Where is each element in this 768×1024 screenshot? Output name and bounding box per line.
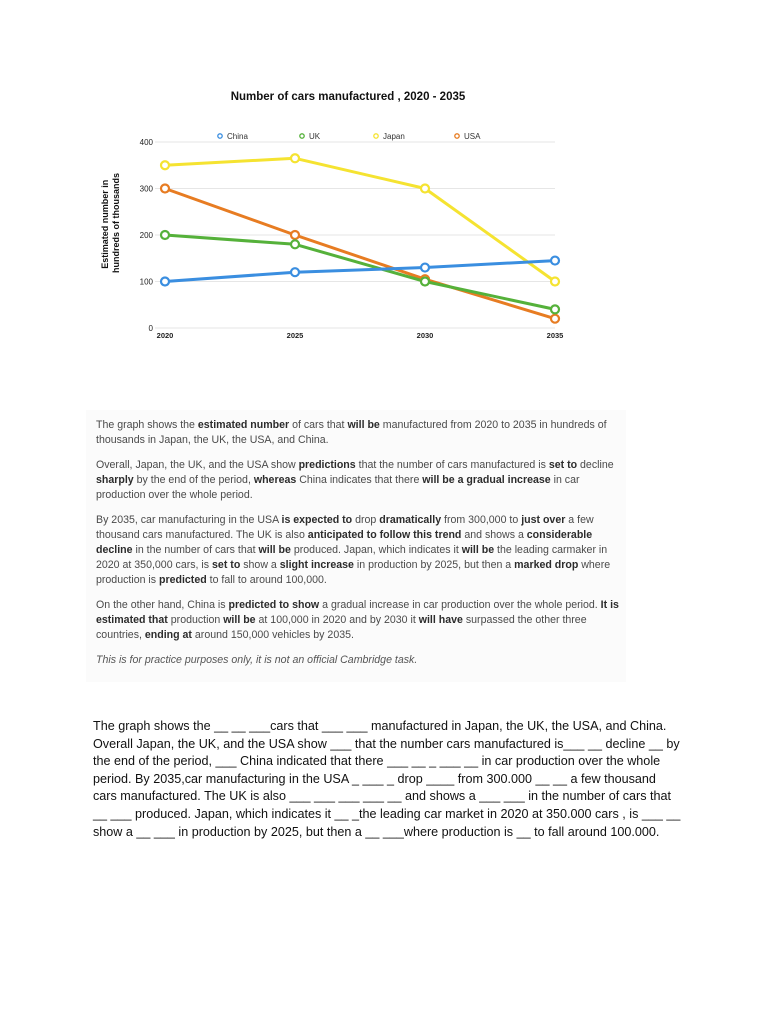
p2-run: China indicates that there <box>296 474 423 486</box>
p1-run: estimated number <box>197 419 290 431</box>
p3-run: is expected to <box>281 514 353 526</box>
p3-run: show a <box>240 559 280 571</box>
x-tick-label: 2035 <box>546 331 564 340</box>
p3-run: considerable decline <box>96 529 593 556</box>
line-chart <box>90 80 590 350</box>
p3-run: in the number of cars that <box>132 544 259 556</box>
p2-run: decline <box>577 459 614 471</box>
p3-run: just over <box>521 514 566 526</box>
p3-run: in production by 2025, but then a <box>353 559 515 571</box>
y-tick-labels <box>140 138 154 333</box>
data-point-japan <box>551 278 559 286</box>
p4-run: It is estimated that <box>96 599 619 626</box>
p3-run: will be <box>461 544 495 556</box>
legend-marker <box>300 134 304 138</box>
x-tick-labels <box>157 331 564 340</box>
passage-paragraph-4 <box>96 598 624 643</box>
p4-run: at 100,000 in 2020 and by 2030 it <box>255 614 419 626</box>
y-tick-label: 300 <box>139 184 153 194</box>
p2-run: whereas <box>253 474 297 486</box>
passage-paragraph-3 <box>96 513 624 588</box>
data-point-china <box>291 268 299 276</box>
data-point-china <box>161 278 169 286</box>
model-answer-passage <box>86 410 626 682</box>
p2-run: by the end of the period, <box>133 474 254 486</box>
y-axis-label-line-2: hundreds of thousands <box>111 173 121 273</box>
legend-marker <box>374 134 378 138</box>
p3-run: where production is <box>96 559 611 586</box>
p1-run: The graph shows the <box>96 419 198 431</box>
p2-run: that the number of cars manufactured is <box>355 459 549 471</box>
p1-run: manufactured from 2020 to 2035 in hundreds of thousands in Japan, the UK, the USA, and China. <box>96 419 607 446</box>
p3-run: marked drop <box>514 559 579 571</box>
legend-label: Japan <box>383 132 405 141</box>
practice-note: This is for practice purposes only, it is not an official Cambridge task. <box>96 654 418 666</box>
data-point-uk <box>161 231 169 239</box>
y-axis-label-line-1: Estimated number in <box>100 179 110 269</box>
y-tick-label: 200 <box>139 231 153 240</box>
p1-run: will be <box>347 419 380 431</box>
p4-run: will have <box>418 614 463 626</box>
data-point-japan <box>291 154 299 162</box>
y-tick-label: 0 <box>148 324 153 333</box>
data-point-japan <box>161 161 169 169</box>
p2-run: will be a gradual increase <box>422 474 551 486</box>
y-tick-label: 400 <box>139 138 153 147</box>
y-tick-label: 100 <box>139 277 153 287</box>
p4-run: predicted to show <box>228 599 320 611</box>
data-point-china <box>551 257 559 265</box>
chart-series <box>161 154 559 322</box>
p3-run: and shows a <box>461 529 527 541</box>
p3-run: a few thousand cars manufactured. The UK is also <box>96 514 594 541</box>
data-point-usa <box>551 315 559 323</box>
gap-fill-exercise: The graph shows the __ __ ___cars that ___ ___ manufactured in Japan, the UK, the USA, and China. Overall Japan, the UK, and the USA show ___ that the number cars manufactured is___ __ decline __ by the end of the period, ___ China indicated that there ___ __ _ ___ __ in car production over the whole period. By 2035,car manufacturing in the USA _ ___ _ drop ____ from 300.000 __ __ a few thousand cars manufactured. The UK is also ___ ___ ___ ___ __ and shows a ___ ___ in the number of cars that __ ___ produced. Japan, which indicates it __ _the leading car market in 2020 at 350.000 cars , is ___ __ show a __ ___ in production by 2025, but then a __ ___where production is __ to fall around 100.000. <box>93 719 681 839</box>
x-tick-label: 2030 <box>416 331 434 340</box>
p4-run: ending at <box>144 629 192 641</box>
data-point-japan <box>421 185 429 193</box>
p2-run: Overall, Japan, the UK, and the USA show <box>96 459 299 471</box>
p3-run: to fall to around 100,000. <box>206 574 327 586</box>
p4-run: around 150,000 vehicles by 2035. <box>191 629 354 641</box>
p3-run: the leading carmaker in 2020 at 350,000 cars, is <box>96 544 608 571</box>
legend-label: UK <box>309 132 321 141</box>
chart-title: Number of cars manufactured , 2020 - 2035 <box>230 91 466 103</box>
legend-marker <box>218 134 222 138</box>
data-point-uk <box>551 305 559 313</box>
data-point-china <box>421 264 429 272</box>
x-tick-label: 2020 <box>156 331 174 340</box>
p4-run: a gradual increase in car production over the whole period. <box>319 599 601 611</box>
series-line-usa <box>165 189 555 319</box>
p3-run: will be <box>258 544 291 556</box>
x-tick-label: 2025 <box>286 331 304 340</box>
legend-label: China <box>227 132 248 141</box>
passage-paragraph-2 <box>96 458 624 503</box>
p3-run: predicted <box>159 574 207 586</box>
data-point-uk <box>421 278 429 286</box>
data-point-usa <box>291 231 299 239</box>
p3-run: drop <box>352 514 380 526</box>
y-axis-label <box>100 173 121 273</box>
data-point-uk <box>291 240 299 248</box>
p2-run: sharply <box>96 474 134 486</box>
p3-run: dramatically <box>379 514 442 526</box>
data-point-usa <box>161 185 169 193</box>
series-line-uk <box>165 235 555 309</box>
p4-run: On the other hand, China is <box>96 599 229 611</box>
p1-run: of cars that <box>289 419 348 431</box>
p4-run: will be <box>223 614 256 626</box>
p2-run: set to <box>548 459 578 471</box>
p4-run: production <box>167 614 224 626</box>
p3-run: slight increase <box>279 559 354 571</box>
p3-run: from 300,000 to <box>441 514 522 526</box>
p3-run: anticipated to follow this trend <box>307 529 462 541</box>
passage-paragraph-1 <box>96 418 624 448</box>
p3-run: produced. Japan, which indicates it <box>290 544 462 556</box>
p3-run: By 2035, car manufacturing in the USA <box>96 514 282 526</box>
p3-run: set to <box>212 559 241 571</box>
legend-label: USA <box>464 132 481 141</box>
p2-run: in car production over the whole period. <box>96 474 580 501</box>
chart-legend <box>218 132 481 141</box>
p4-run: surpassed the other three countries, <box>96 614 587 641</box>
p2-run: predictions <box>298 459 356 471</box>
legend-marker <box>455 134 459 138</box>
